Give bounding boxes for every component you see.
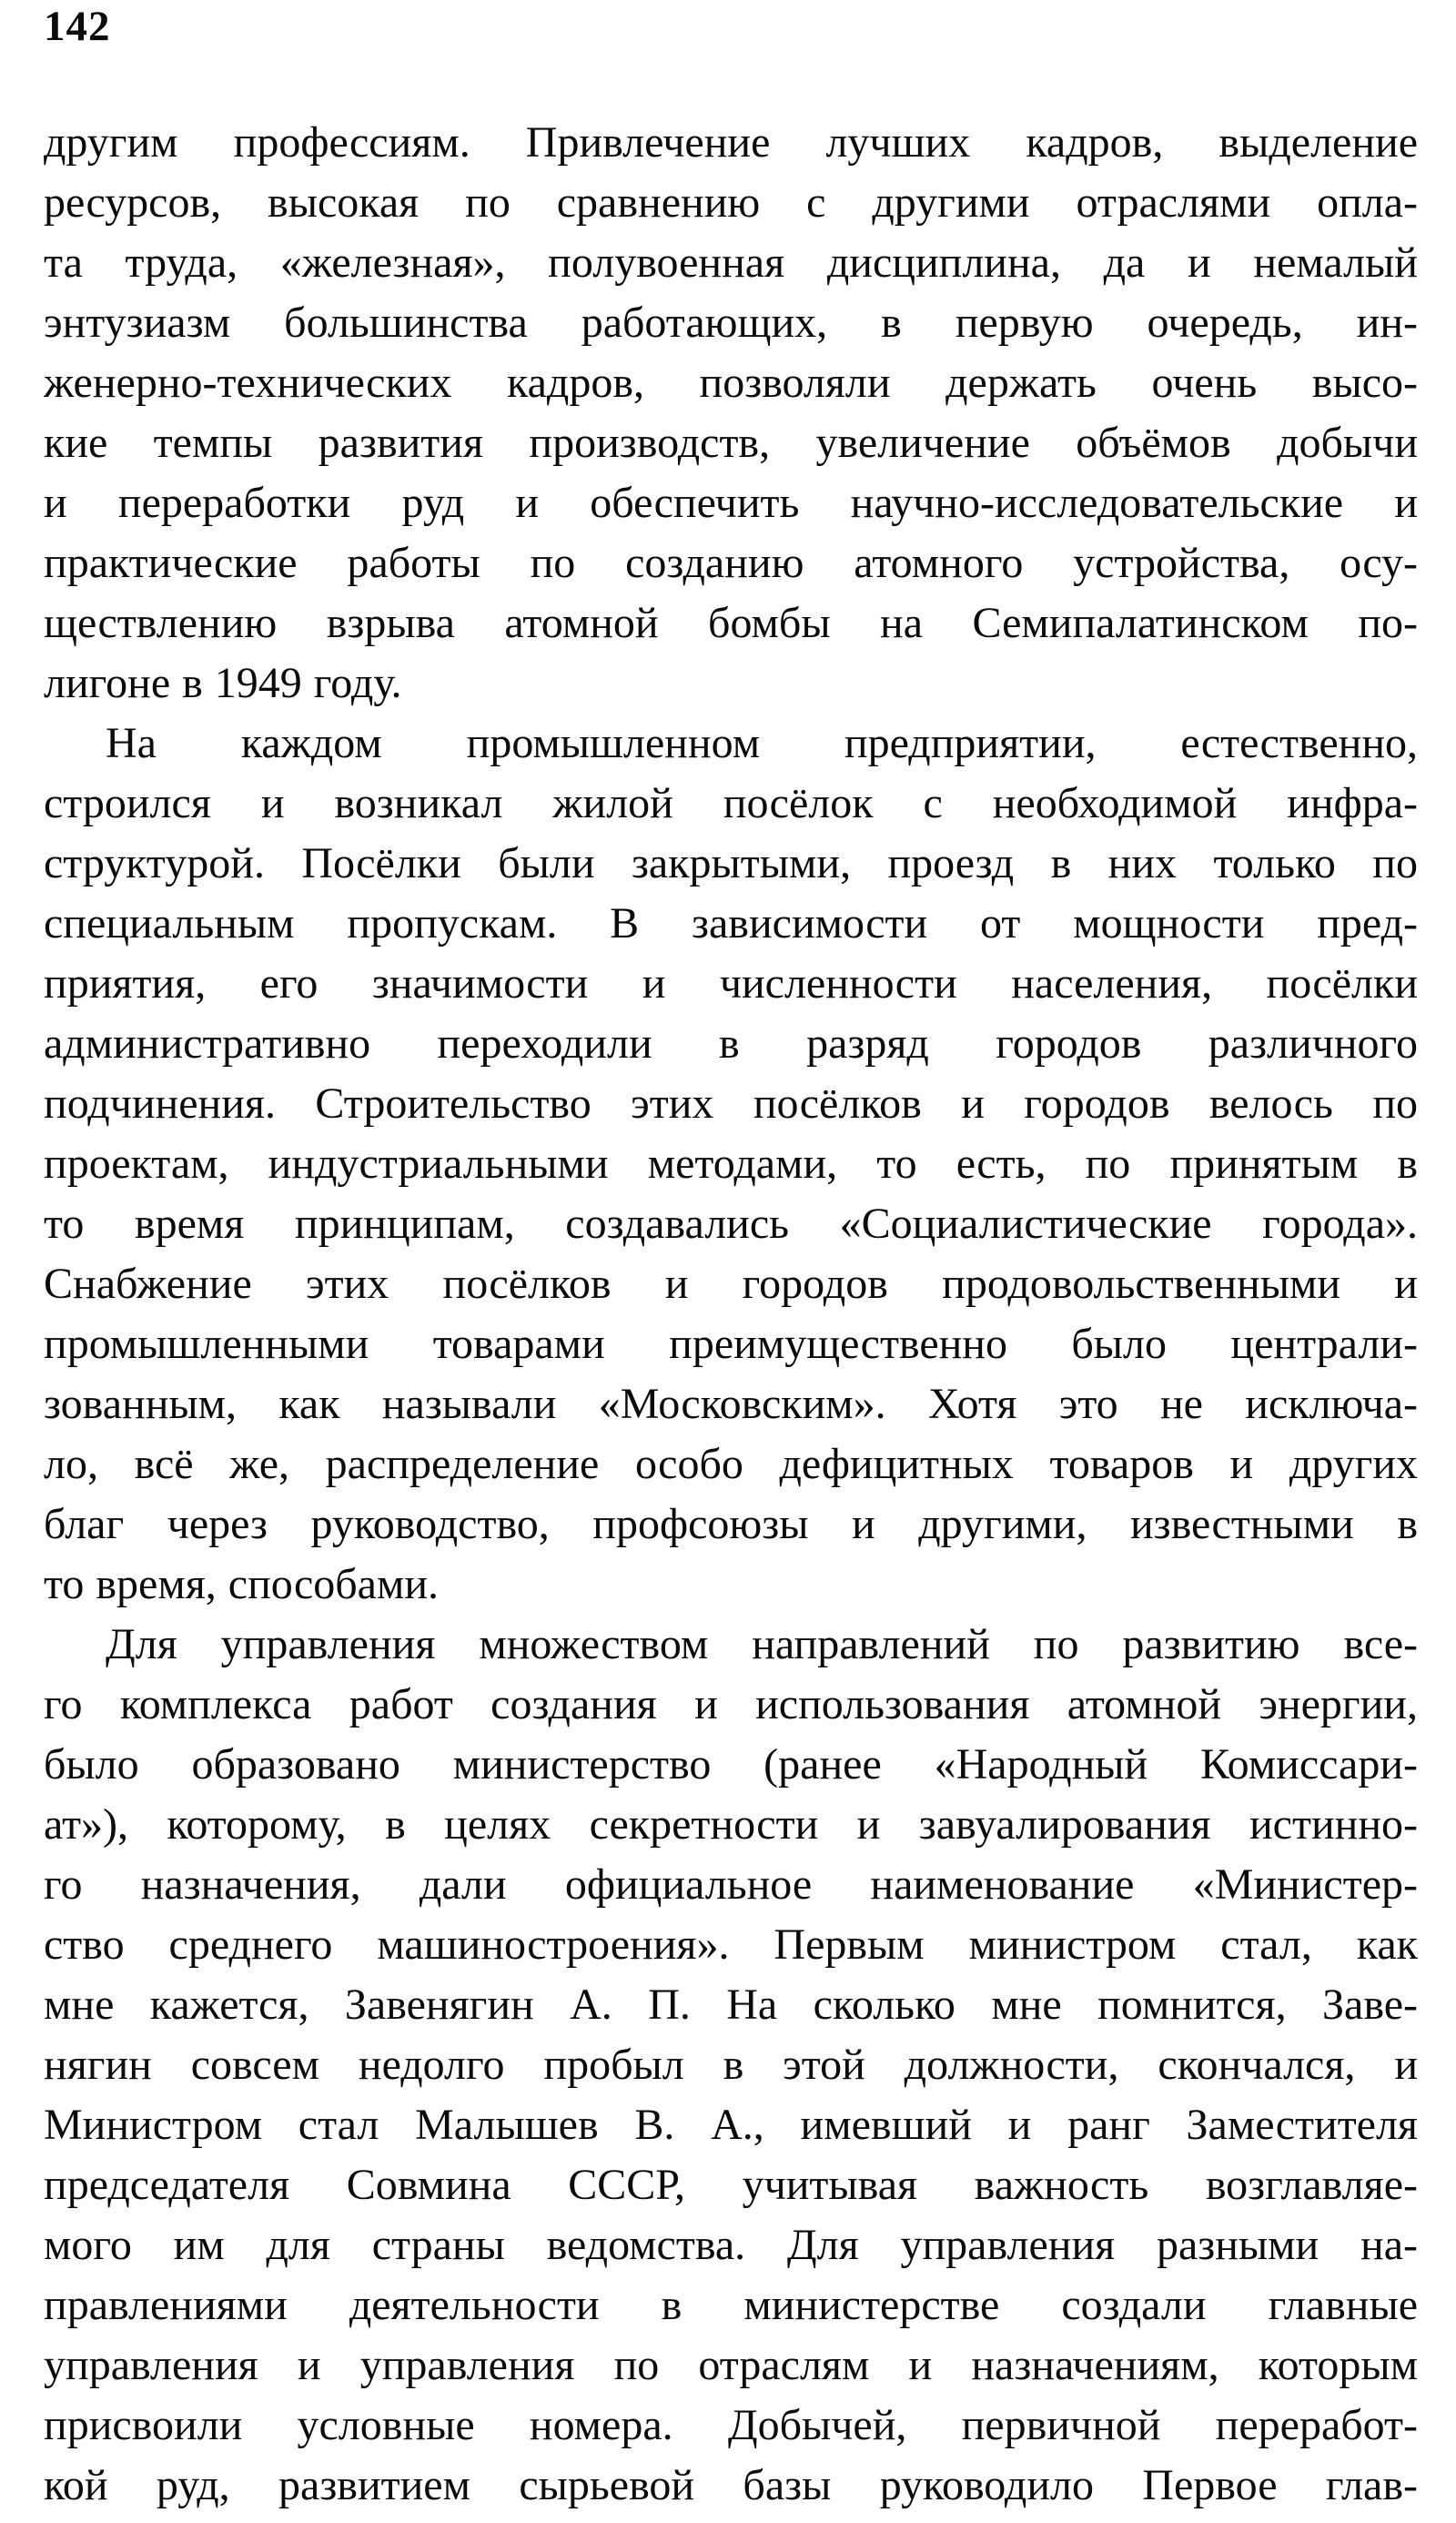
text-line: женерно-технических кадров, позволяли держать очень высо- [44, 359, 1418, 407]
text-line: правлениями деятельности в министерстве создали главные [44, 2281, 1418, 2329]
text-line: управления и управления по отраслям и назначениям, которым [44, 2341, 1418, 2389]
text-line: то время, способами. [44, 1560, 440, 1608]
text-line: кие темпы развития производств, увеличение объёмов добычи [44, 419, 1418, 467]
text-line: ществлению взрыва атомной бомбы на Семипалатинском по- [44, 599, 1418, 647]
text-line: Для управления множеством направлений по развитию все- [106, 1620, 1418, 1668]
text-line: структурой. Посёлки были закрытыми, проезд в них только по [44, 839, 1418, 887]
text-line: проектам, индустриальными методами, то есть, по принятым в [44, 1140, 1418, 1188]
text-line: та труда, «железная», полувоенная дисциплина, да и немалый [44, 238, 1418, 287]
text-line: и переработки руд и обеспечить научно-исследовательские и [44, 479, 1418, 527]
text-line: ат»), которому, в целях секретности и завуалирования истинно- [44, 1800, 1418, 1849]
text-line: мого им для страны ведомства. Для управления разными на- [44, 2221, 1418, 2269]
text-line: было образовано министерство (ранее «Народный Комиссари- [44, 1740, 1418, 1788]
text-line: мне кажется, Завенягин А. П. На сколько мне помнится, Заве- [44, 1981, 1418, 2029]
text-line: присвоили условные номера. Добычей, первичной переработ- [44, 2401, 1418, 2449]
text-line: го назначения, дали официальное наименование «Министер- [44, 1860, 1418, 1909]
text-line: практические работы по созданию атомного устройства, осу- [44, 539, 1418, 587]
text-line: зованным, как называли «Московским». Хотя это не исключа- [44, 1380, 1418, 1428]
page-text [44, 113, 1418, 2516]
text-line: Министром стал Малышев В. А., имевший и ранг Заместителя [44, 2101, 1418, 2149]
text-line: административно переходили в разряд городов различного [44, 1019, 1418, 1068]
page-number: 142 [44, 3, 111, 50]
text-line: председателя Совмина СССР, учитывая важность возглавляе- [44, 2161, 1418, 2209]
text-line: кой руд, развитием сырьевой базы руководило Первое глав- [44, 2461, 1418, 2509]
text-line: другим профессиям. Привлечение лучших кадров, выделение [44, 118, 1418, 167]
text-line: нягин совсем недолго пробыл в этой должности, скончался, и [44, 2041, 1418, 2089]
text-line: строился и возникал жилой посёлок с необходимой инфра- [44, 779, 1418, 827]
text-line: то время принципам, создавались «Социалистические города». [44, 1200, 1418, 1248]
text-line: энтузиазм большинства работающих, в первую очередь, ин- [44, 299, 1418, 347]
text-line: Снабжение этих посёлков и городов продовольственными и [44, 1260, 1418, 1308]
text-line: ство среднего машиностроения». Первым министром стал, как [44, 1920, 1418, 1969]
text-line: промышленными товарами преимущественно было централи- [44, 1320, 1418, 1368]
text-line: приятия, его значимости и численности населения, посёлки [44, 959, 1418, 1008]
text-line: подчинения. Строительство этих посёлков и городов велось по [44, 1079, 1418, 1128]
text-line: благ через руководство, профсоюзы и другими, известными в [44, 1500, 1418, 1548]
text-line: лигоне в 1949 году. [44, 659, 402, 707]
text-line: ресурсов, высокая по сравнению с другими отраслями опла- [44, 178, 1418, 227]
text-line: ло, всё же, распределение особо дефицитных товаров и других [44, 1440, 1418, 1488]
text-line: го комплекса работ создания и использования атомной энергии, [44, 1680, 1418, 1728]
text-line: специальным пропускам. В зависимости от мощности пред- [44, 899, 1418, 947]
text-line: На каждом промышленном предприятии, естественно, [106, 719, 1418, 767]
